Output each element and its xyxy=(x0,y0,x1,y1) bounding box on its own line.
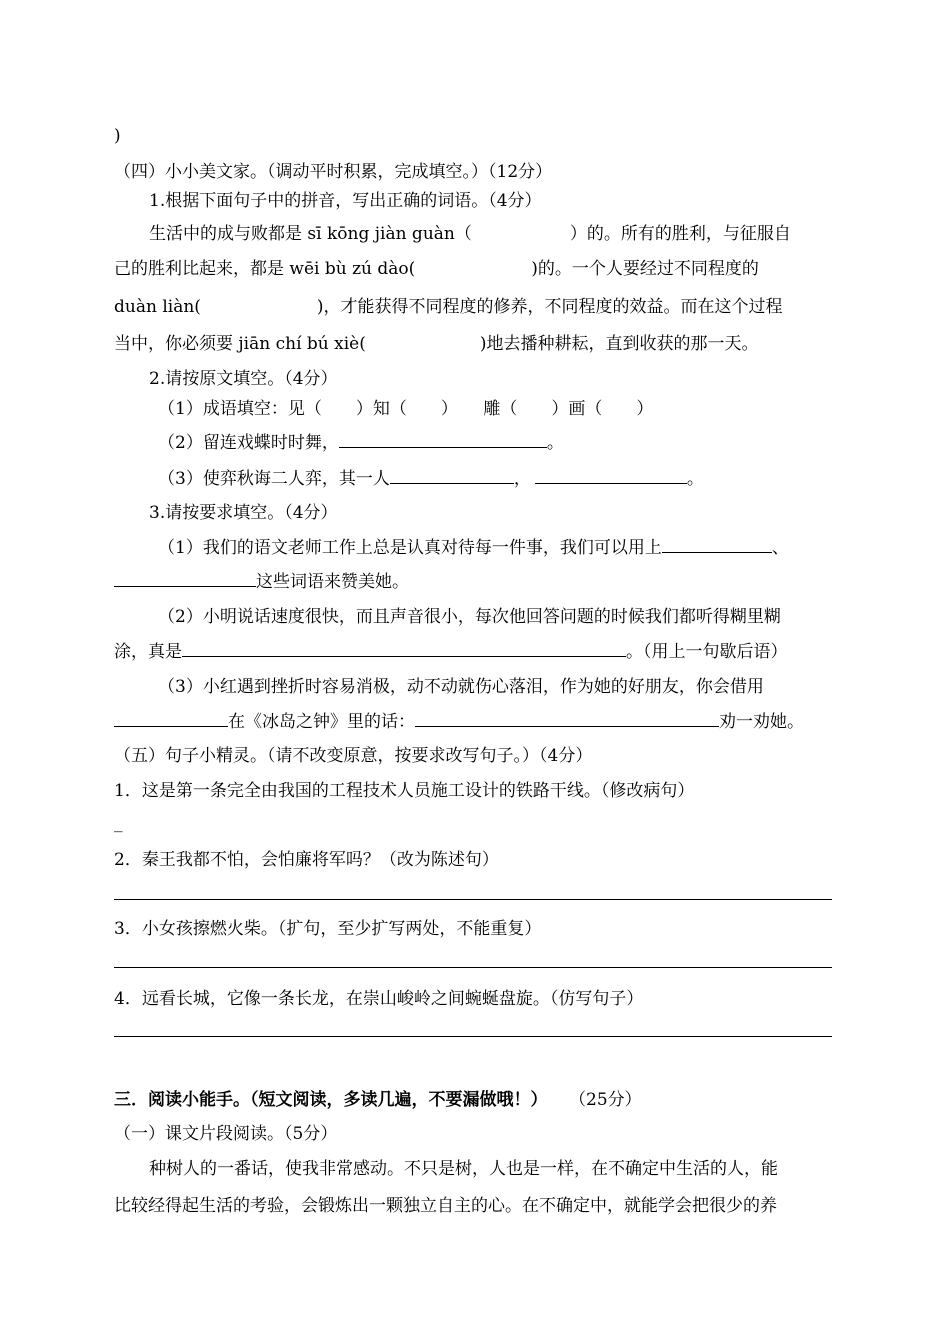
q4-3-item-2a: （2）小明说话速度很快，而且声音很小，每次他回答问题的时候我们都听得糊里糊 xyxy=(158,607,781,627)
section-5-heading: （五）句子小精灵。（请不改变原意，按要求改写句子。）（4分） xyxy=(114,746,593,766)
q4-2-item-1: （1）成语填空：见（ ）知（ ） 雕（ ）画（ ） xyxy=(158,399,654,419)
passage-line-1: 种树人的一番话，使我非常感动。不只是树，人也是一样，在不确定中生活的人，能 xyxy=(149,1159,778,1179)
s5-q2: 2．秦王我都不怕，会怕廉将军吗？（改为陈述句） xyxy=(114,850,499,870)
s5-q1-mark: _ xyxy=(114,813,123,833)
q4-3-item-1b: 这些词语来赞美她。 xyxy=(114,571,950,593)
answer-blank[interactable] xyxy=(415,711,719,727)
q4-3-item-3a: （3）小红遇到挫折时容易消极，动不动就伤心落泪，作为她的好朋友，你会借用 xyxy=(158,677,764,697)
q4-1-title: 1.根据下面句子中的拼音，写出正确的词语。（4分） xyxy=(149,191,542,211)
answer-line[interactable] xyxy=(114,1036,832,1037)
q4-2-title: 2.请按原文填空。（4分） xyxy=(149,369,338,389)
answer-line[interactable] xyxy=(114,967,832,968)
q4-2-item-3: （3）使弈秋诲二人弈，其一人 ， 。 xyxy=(158,469,704,489)
answer-blank[interactable] xyxy=(182,641,626,657)
answer-blank[interactable] xyxy=(390,468,514,484)
s5-q4: 4．远看长城，它像一条长龙，在崇山峻岭之间蜿蜒盘旋。（仿写句子） xyxy=(114,989,644,1009)
answer-blank[interactable] xyxy=(339,432,547,448)
answer-line[interactable] xyxy=(114,899,832,900)
pinyin-line-1: 生活中的成与败都是 sī kōng jiàn guàn（ ）的。所有的胜利，与征服自 xyxy=(149,224,791,244)
section-3-heading: 三．阅读小能手。（短文阅读，多读几遍，不要漏做哦！） （25分） xyxy=(114,1090,642,1110)
passage-line-2: 比较经得起生活的考验，会锻炼出一颗独立自主的心。在不确定中，就能学会把很少的养 xyxy=(114,1196,777,1216)
answer-blank[interactable] xyxy=(114,711,228,727)
section-3-score: （25分） xyxy=(577,1090,642,1110)
pinyin-line-3: duàn liàn( )，才能获得不同程度的修养，不同程度的效益。而在这个过程 xyxy=(114,297,783,317)
q4-3-item-3b: 在《冰岛之钟》里的话： 劝一劝她。 xyxy=(114,711,950,733)
s5-q3: 3．小女孩擦燃火柴。（扩句，至少扩写两处，不能重复） xyxy=(114,919,542,939)
q4-3-item-2b: 涂，真是 。（用上一句歇后语） xyxy=(114,642,788,662)
s5-q1: 1．这是第一条完全由我国的工程技术人员施工设计的铁路干线。（修改病句） xyxy=(114,781,695,801)
q4-3-item-1a: （1）我们的语文老师工作上总是认真对待每一件事，我们可以用上 、 xyxy=(158,538,789,558)
pinyin-line-4: 当中，你必须要 jiān chí bú xiè( )地去播种耕耘，直到收获的那一天。 xyxy=(114,334,759,354)
q4-3-title: 3.请按要求填空。（4分） xyxy=(149,503,338,523)
q4-2-item-2: （2）留连戏蝶时时舞， 。 xyxy=(158,433,564,453)
answer-blank[interactable] xyxy=(535,468,687,484)
top-paren: ) xyxy=(114,126,121,146)
section-3-sub: （一）课文片段阅读。（5分） xyxy=(114,1124,338,1144)
section-4-heading: （四）小小美文家。（调动平时积累，完成填空。）（12分） xyxy=(114,162,553,182)
answer-blank[interactable] xyxy=(662,537,772,553)
answer-blank[interactable] xyxy=(114,571,256,587)
pinyin-line-2: 己的胜利比起来，都是 wēi bù zú dào( )的。一个人要经过不同程度的 xyxy=(114,259,759,279)
